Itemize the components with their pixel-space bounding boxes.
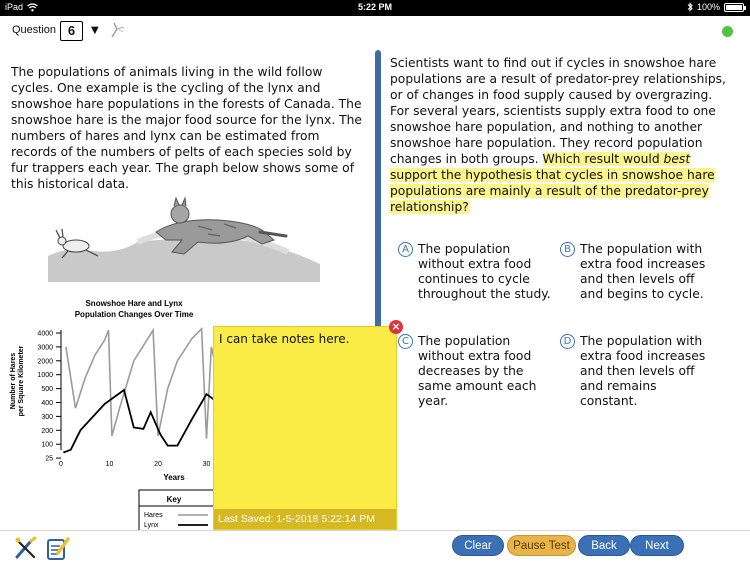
y-tick-label-100: 100 [41,441,53,449]
question-dropdown-icon[interactable]: ▼ [91,25,99,36]
option-a-letter[interactable]: A [398,242,413,257]
x-tick-label-10: 10 [105,461,114,468]
note-close-icon[interactable]: × [389,320,403,334]
note-text[interactable]: I can take notes here. [219,332,350,346]
option-c-letter[interactable]: C [398,334,413,349]
y-tick-label-3000: 3000 [37,344,53,352]
question-header [0,16,750,46]
passage-text: The populations of animals living in the wild follow cycles. One example is the cycling of the lynx and snowshoe hare populations in the forests of Canada. The snowshoe hare is the major food source for the lynx. The numbers of hares and lynx can be estimated from records of the numbers of pelts of each species sold by fur trappers each year. The graph below shows some of this historical data. [11,65,363,191]
x-tick-label-0: 0 [59,461,63,468]
clear-button[interactable]: Clear [452,535,504,556]
battery-percent: 100% [696,2,720,12]
y-tick-label-1000: 1000 [37,372,53,380]
sticky-note[interactable] [213,326,397,530]
question-intro: Scientists want to find out if cycles in snowshoe hare populations are a result of predator-prey relationships, or of changes in food supply caused by overgrazing. For several years, scientists supply extra food to one snowshoe hare population, and nothing to another snowshoe hare population. They record population changes in both groups. [390,56,726,166]
answer-option-c[interactable] [398,334,553,409]
population-chart [8,294,223,530]
chart-x-label: Years [163,473,185,482]
tools-icon[interactable] [13,535,39,561]
option-c-text[interactable]: The population without extra food decreases by the same amount each year. [418,334,537,408]
lynx-hare-illustration [48,196,320,282]
notepad-icon[interactable] [45,535,71,561]
question-stem [390,55,730,215]
pause-test-button[interactable]: Pause Test [507,535,576,556]
y-tick-label-2000: 2000 [37,358,53,366]
highlighted-prompt: Which result would best support the hypothesis that cycles in snowshoe hare populations are mainly a result of the predator-prey relationship? [390,152,715,214]
device-name: iPad [5,2,24,12]
legend-title: Key [166,495,182,504]
y-tick-label-500: 500 [41,386,53,394]
x-tick-label-20: 20 [154,461,162,468]
next-button[interactable]: Next [630,535,684,556]
option-b-letter[interactable]: B [560,242,575,257]
option-a-text[interactable]: The population without extra food continues to cycle throughout the study. [418,242,551,301]
legend-entry-hares: Hares [144,512,163,519]
y-tick-label-200: 200 [41,427,53,435]
question-label: Question [12,24,57,36]
y-tick-label-400: 400 [41,400,53,407]
status-bar [0,0,750,16]
answer-option-a[interactable] [398,242,553,302]
x-tick-label-30: 30 [202,461,211,468]
answer-option-b[interactable] [560,242,715,302]
review-flag-icon[interactable] [106,21,128,41]
option-d-text[interactable]: The population with extra food increases and then levels off and remains constant. [580,334,706,408]
y-tick-label-25: 25 [45,455,53,463]
prompt-emphasis: best [663,152,691,166]
question-number[interactable]: 6 [60,21,83,41]
back-button[interactable]: Back [578,535,630,556]
y-tick-label-300: 300 [41,413,53,421]
y-tick-label-4000: 4000 [37,330,53,338]
chart-title-line-2: Population Changes Over Time [74,310,194,319]
option-d-letter[interactable]: D [560,334,575,349]
series-line-lynx [63,390,223,453]
status-time: 5:22 PM [357,2,392,12]
bluetooth-icon [687,2,693,12]
chart-y-label-line-2: per Square Kilometer [18,345,25,417]
connection-status-indicator [722,26,733,37]
answer-option-d[interactable] [560,334,715,409]
note-last-saved: Last Saved: 1-5-2018 5:22:14 PM [214,509,396,529]
series-line-hares [66,329,221,439]
legend-entry-lynx: Lynx [144,522,159,529]
chart-y-label-line-1: Number of Hares [10,352,17,410]
battery-icon [724,3,744,12]
option-b-text[interactable]: The population with extra food increases and then levels off and begins to cycle. [580,242,706,301]
chart-title-line-1: Snowshoe Hare and Lynx [85,299,183,308]
